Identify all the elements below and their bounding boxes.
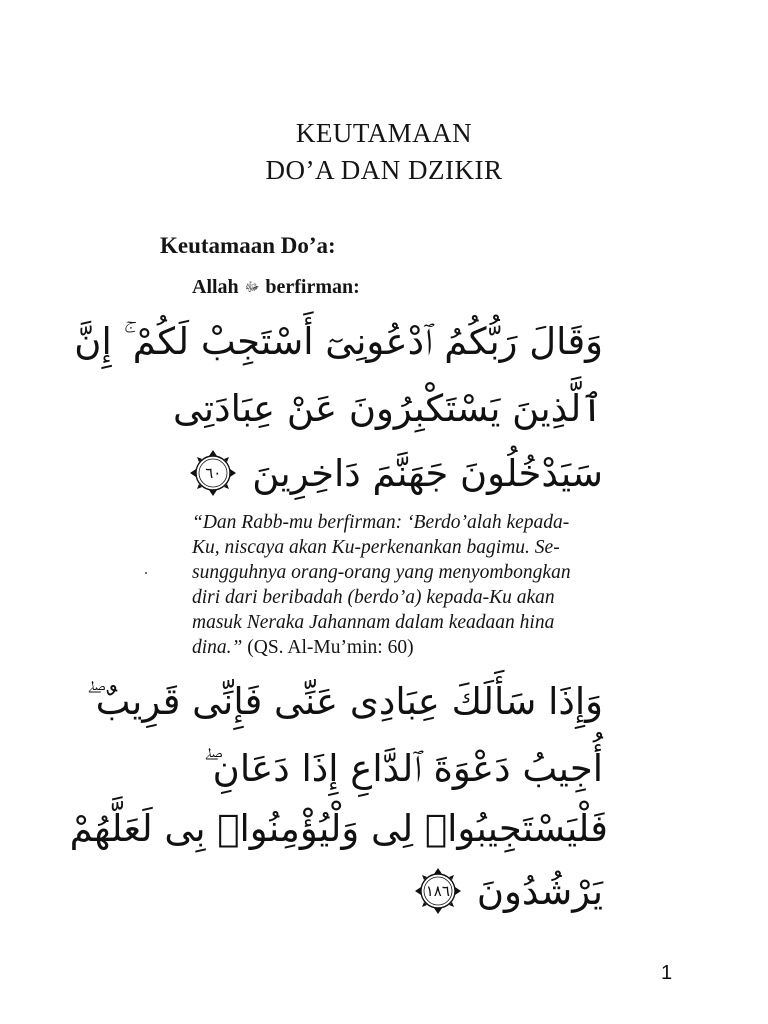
arabic-text: ٱلَّذِينَ يَسْتَكْبِرُونَ عَنْ عِبَادَتِى [172,387,603,430]
arabic-verse-2-line-4 [413,866,603,916]
ayah-number: ٦٠ [205,463,222,482]
arabic-verse-2-line-1 [86,680,603,723]
arabic-verse-1-line-3 [188,448,603,498]
translation-line: “Dan Rabb-mu berfirman: ‘Berdo’alah kepada- [192,512,570,533]
arabic-text: سَيَدْخُلُونَ جَهَنَّمَ دَاخِرِينَ [252,451,603,495]
arabic-text: وَإِذَا سَأَلَكَ عِبَادِى عَنِّى فَإِنِّى قَرِيبٌ ۖ [86,680,603,723]
citation: (QS. Al-Mu’min: 60) [247,637,414,658]
translation-line: sungguhnya orang-orang yang menyombongkan [192,562,571,583]
translation-line-end: dina.” [192,637,243,658]
ayah-number: ١٨٦ [425,881,450,900]
page-number: 1 [661,962,673,984]
translation-block [192,510,612,660]
translation-line: masuk Neraka Jahannam dalam keadaan hina [192,612,555,633]
arabic-text: أُجِيبُ دَعْوَةَ ٱلدَّاعِ إِذَا دَعَانِ ۖ [203,747,603,790]
section-heading: Keutamaan Do’a: [160,233,336,258]
ayah-end-marker [413,866,463,916]
translation-last-line [192,635,612,660]
chapter-title-line-1: KEUTAMAAN [295,118,473,148]
arabic-text: فَلْيَسْتَجِيبُوا۟ لِى وَلْيُؤْمِنُوا۟ بِى لَعَلَّهُمْ [69,807,608,850]
ayah-end-marker [188,448,238,498]
chapter-title-line-2: DO’A DAN DZIKIR [265,155,503,185]
arabic-verse-1-line-1 [74,320,603,363]
arabic-verse-2-line-3 [69,807,608,850]
intro-text-berfirman: berfirman: [265,276,360,298]
verse-intro [192,276,360,299]
honorific-glyph: ﷻ [244,280,260,295]
translation-line: Ku, niscaya akan Ku-perkenankan bagimu. Se- [192,537,560,558]
arabic-verse-1-line-2 [172,387,603,430]
intro-text-allah: Allah [192,276,239,298]
translation-line: diri dari beribadah (berdo’a) kepada-Ku akan [192,587,555,608]
arabic-text: يَرْشُدُونَ [476,869,603,913]
arabic-verse-2-line-2 [203,747,603,790]
arabic-text: وَقَالَ رَبُّكُمُ ٱدْعُونِىٓ أَسْتَجِبْ لَكُمْ ۚ إِنَّ [74,320,603,363]
speck [145,572,147,574]
